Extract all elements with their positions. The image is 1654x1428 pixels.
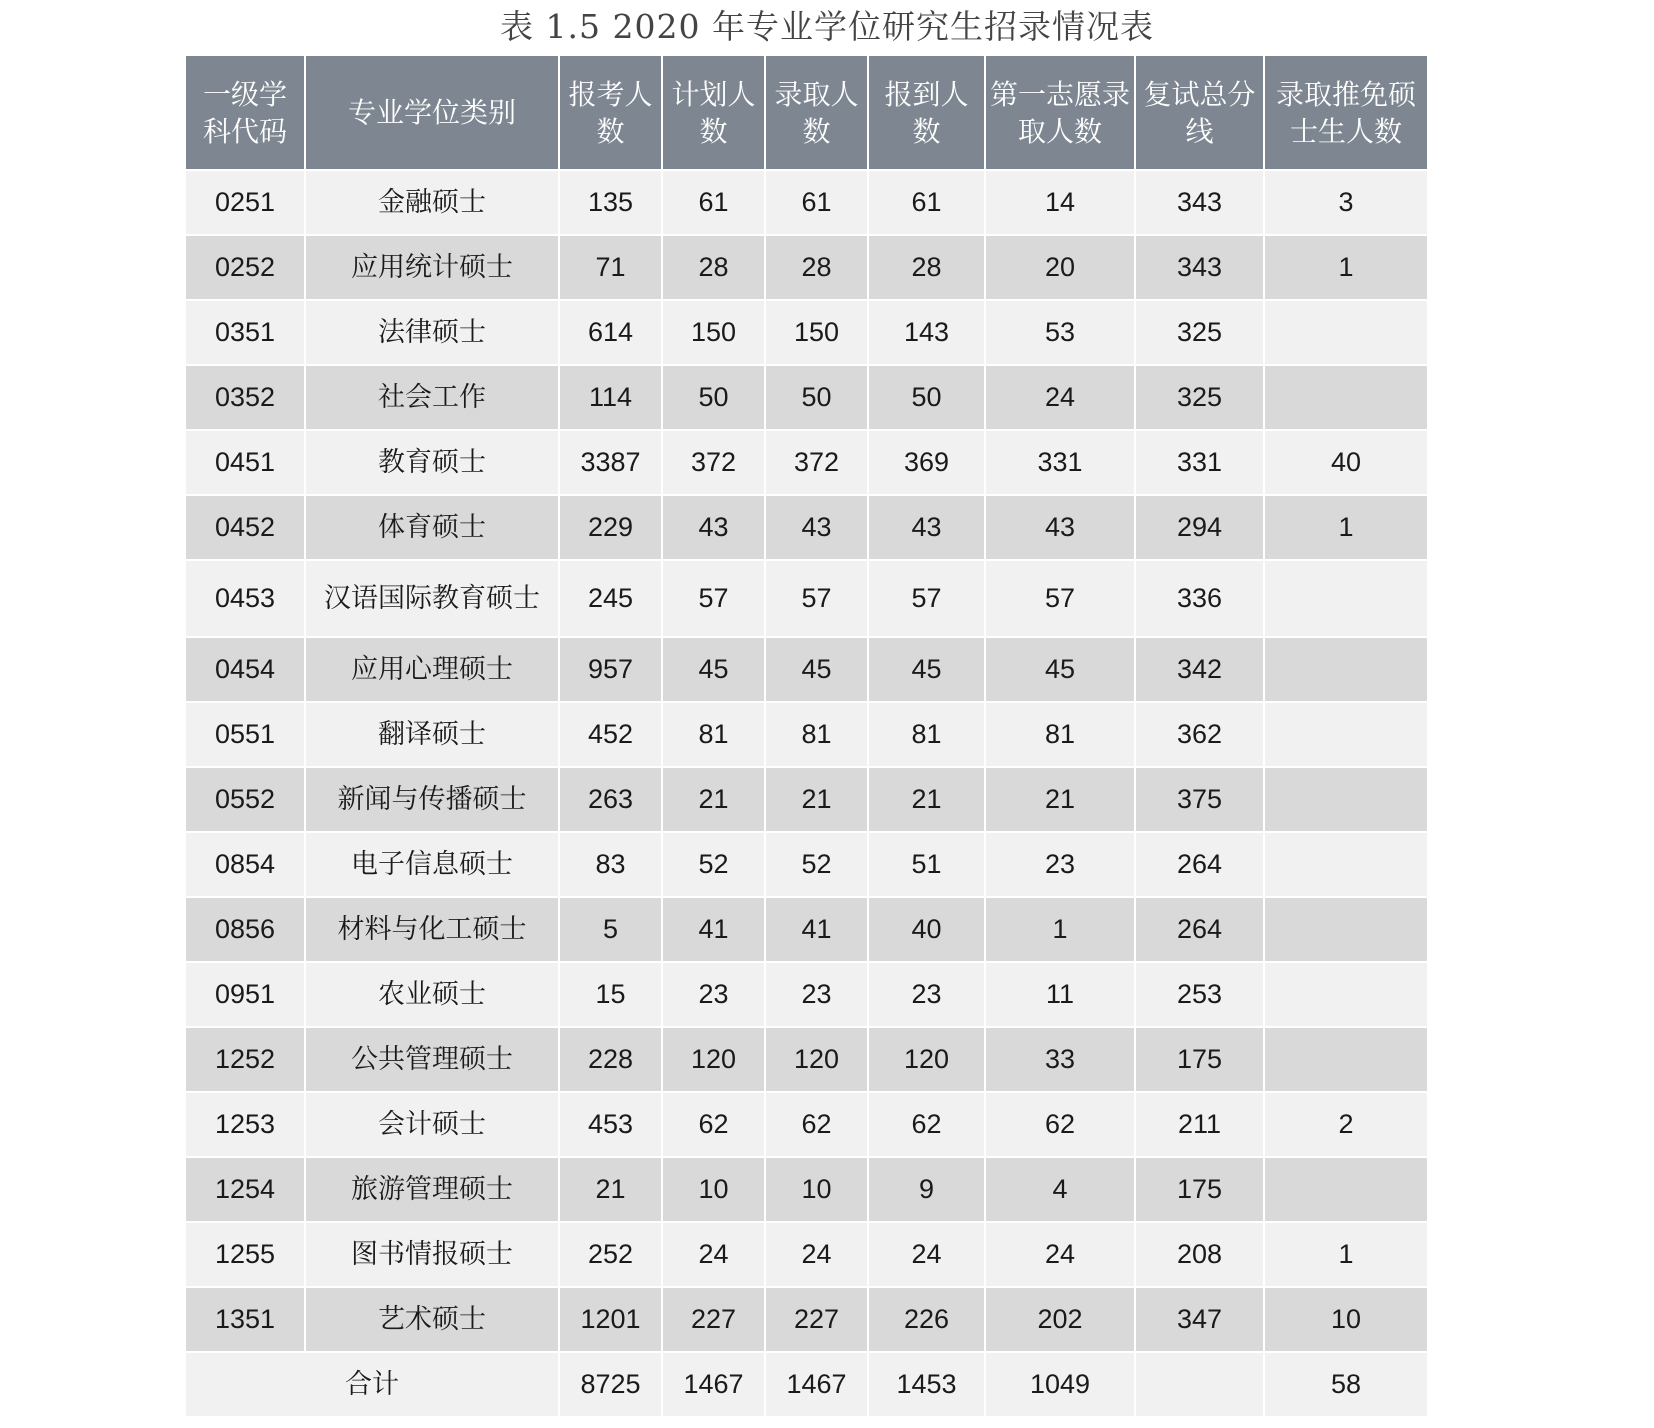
cell-planned: 24	[662, 1222, 765, 1287]
header-cutoff: 复试总分线	[1135, 55, 1264, 170]
cell-cutoff: 342	[1135, 637, 1264, 702]
cell-enrolled: 226	[868, 1287, 985, 1352]
cell-enrolled: 61	[868, 170, 985, 235]
cell-code: 0454	[185, 637, 305, 702]
total-label: 合计	[185, 1352, 559, 1417]
table-row	[185, 430, 1428, 495]
cell-cutoff: 175	[1135, 1027, 1264, 1092]
cell-code: 0351	[185, 300, 305, 365]
cell-enrolled: 43	[868, 495, 985, 560]
cell-cutoff: 375	[1135, 767, 1264, 832]
cell-code: 1254	[185, 1157, 305, 1222]
cell-recommended: 2	[1264, 1092, 1428, 1157]
table-row	[185, 962, 1428, 1027]
cell-recommended	[1264, 962, 1428, 1027]
header-recommended: 录取推免硕士生人数	[1264, 55, 1428, 170]
cell-admitted: 52	[765, 832, 868, 897]
cell-cutoff: 208	[1135, 1222, 1264, 1287]
cell-applicants: 114	[559, 365, 662, 430]
cell-planned: 52	[662, 832, 765, 897]
cell-planned: 21	[662, 767, 765, 832]
cell-category: 应用统计硕士	[305, 235, 559, 300]
cell-first-choice: 11	[985, 962, 1135, 1027]
table-row	[185, 1287, 1428, 1352]
cell-enrolled: 369	[868, 430, 985, 495]
cell-category: 公共管理硕士	[305, 1027, 559, 1092]
table-row	[185, 235, 1428, 300]
cell-category: 旅游管理硕士	[305, 1157, 559, 1222]
cell-first-choice: 23	[985, 832, 1135, 897]
cell-code: 1252	[185, 1027, 305, 1092]
cell-admitted: 43	[765, 495, 868, 560]
cell-planned: 43	[662, 495, 765, 560]
cell-cutoff: 362	[1135, 702, 1264, 767]
cell-enrolled: 45	[868, 637, 985, 702]
cell-enrolled: 120	[868, 1027, 985, 1092]
cell-admitted: 150	[765, 300, 868, 365]
cell-recommended	[1264, 702, 1428, 767]
cell-applicants: 5	[559, 897, 662, 962]
cell-code: 0453	[185, 560, 305, 637]
table-body	[185, 170, 1428, 1417]
cell-category: 汉语国际教育硕士	[305, 560, 559, 637]
cell-code: 0551	[185, 702, 305, 767]
cell-category: 金融硕士	[305, 170, 559, 235]
cell-cutoff: 264	[1135, 832, 1264, 897]
cell-recommended: 1	[1264, 495, 1428, 560]
cell-first-choice: 14	[985, 170, 1135, 235]
cell-cutoff: 211	[1135, 1092, 1264, 1157]
cell-category: 社会工作	[305, 365, 559, 430]
cell-planned: 41	[662, 897, 765, 962]
cell-cutoff: 325	[1135, 300, 1264, 365]
cell-enrolled: 23	[868, 962, 985, 1027]
cell-admitted: 57	[765, 560, 868, 637]
cell-code: 0251	[185, 170, 305, 235]
cell-admitted: 81	[765, 702, 868, 767]
table-row	[185, 1157, 1428, 1222]
total-enrolled: 1453	[868, 1352, 985, 1417]
cell-first-choice: 43	[985, 495, 1135, 560]
cell-admitted: 120	[765, 1027, 868, 1092]
cell-admitted: 227	[765, 1287, 868, 1352]
cell-planned: 81	[662, 702, 765, 767]
cell-cutoff: 331	[1135, 430, 1264, 495]
cell-category: 体育硕士	[305, 495, 559, 560]
cell-code: 0252	[185, 235, 305, 300]
cell-enrolled: 62	[868, 1092, 985, 1157]
cell-recommended	[1264, 560, 1428, 637]
cell-enrolled: 28	[868, 235, 985, 300]
cell-recommended: 3	[1264, 170, 1428, 235]
cell-planned: 61	[662, 170, 765, 235]
cell-planned: 28	[662, 235, 765, 300]
cell-code: 0452	[185, 495, 305, 560]
cell-category: 应用心理硕士	[305, 637, 559, 702]
cell-recommended: 40	[1264, 430, 1428, 495]
cell-applicants: 614	[559, 300, 662, 365]
cell-enrolled: 51	[868, 832, 985, 897]
cell-planned: 150	[662, 300, 765, 365]
cell-applicants: 957	[559, 637, 662, 702]
cell-category: 翻译硕士	[305, 702, 559, 767]
table-row	[185, 637, 1428, 702]
cell-first-choice: 202	[985, 1287, 1135, 1352]
table-row	[185, 300, 1428, 365]
cell-admitted: 41	[765, 897, 868, 962]
cell-cutoff: 347	[1135, 1287, 1264, 1352]
cell-planned: 50	[662, 365, 765, 430]
table-row	[185, 897, 1428, 962]
cell-admitted: 28	[765, 235, 868, 300]
header-row	[185, 55, 1428, 170]
cell-planned: 23	[662, 962, 765, 1027]
cell-recommended: 1	[1264, 1222, 1428, 1287]
cell-cutoff: 253	[1135, 962, 1264, 1027]
cell-category: 材料与化工硕士	[305, 897, 559, 962]
cell-applicants: 135	[559, 170, 662, 235]
cell-code: 0854	[185, 832, 305, 897]
cell-planned: 372	[662, 430, 765, 495]
table-row	[185, 1092, 1428, 1157]
cell-recommended	[1264, 767, 1428, 832]
cell-first-choice: 20	[985, 235, 1135, 300]
cell-applicants: 21	[559, 1157, 662, 1222]
cell-applicants: 83	[559, 832, 662, 897]
cell-applicants: 252	[559, 1222, 662, 1287]
cell-code: 1253	[185, 1092, 305, 1157]
table-row	[185, 767, 1428, 832]
cell-enrolled: 40	[868, 897, 985, 962]
cell-cutoff: 343	[1135, 235, 1264, 300]
cell-admitted: 10	[765, 1157, 868, 1222]
cell-recommended	[1264, 1027, 1428, 1092]
cell-code: 1351	[185, 1287, 305, 1352]
cell-admitted: 61	[765, 170, 868, 235]
cell-first-choice: 45	[985, 637, 1135, 702]
total-row	[185, 1352, 1428, 1417]
cell-admitted: 24	[765, 1222, 868, 1287]
header-planned: 计划人数	[662, 55, 765, 170]
total-admitted: 1467	[765, 1352, 868, 1417]
cell-enrolled: 81	[868, 702, 985, 767]
cell-cutoff: 264	[1135, 897, 1264, 962]
table-row	[185, 495, 1428, 560]
total-planned: 1467	[662, 1352, 765, 1417]
cell-admitted: 23	[765, 962, 868, 1027]
cell-category: 电子信息硕士	[305, 832, 559, 897]
cell-applicants: 263	[559, 767, 662, 832]
cell-planned: 62	[662, 1092, 765, 1157]
cell-applicants: 15	[559, 962, 662, 1027]
cell-first-choice: 62	[985, 1092, 1135, 1157]
cell-applicants: 245	[559, 560, 662, 637]
cell-code: 1255	[185, 1222, 305, 1287]
cell-enrolled: 21	[868, 767, 985, 832]
cell-code: 0451	[185, 430, 305, 495]
cell-enrolled: 50	[868, 365, 985, 430]
cell-category: 艺术硕士	[305, 1287, 559, 1352]
cell-planned: 10	[662, 1157, 765, 1222]
cell-recommended	[1264, 365, 1428, 430]
cell-applicants: 71	[559, 235, 662, 300]
cell-cutoff: 325	[1135, 365, 1264, 430]
cell-enrolled: 57	[868, 560, 985, 637]
cell-planned: 57	[662, 560, 765, 637]
cell-recommended	[1264, 897, 1428, 962]
cell-cutoff: 336	[1135, 560, 1264, 637]
cell-applicants: 452	[559, 702, 662, 767]
cell-category: 新闻与传播硕士	[305, 767, 559, 832]
cell-enrolled: 9	[868, 1157, 985, 1222]
cell-first-choice: 24	[985, 365, 1135, 430]
cell-enrolled: 143	[868, 300, 985, 365]
cell-recommended	[1264, 300, 1428, 365]
cell-admitted: 62	[765, 1092, 868, 1157]
table-row	[185, 170, 1428, 235]
cell-applicants: 228	[559, 1027, 662, 1092]
cell-planned: 120	[662, 1027, 765, 1092]
table-row	[185, 1027, 1428, 1092]
cell-recommended	[1264, 1157, 1428, 1222]
cell-code: 0951	[185, 962, 305, 1027]
cell-first-choice: 1	[985, 897, 1135, 962]
cell-applicants: 1201	[559, 1287, 662, 1352]
cell-category: 教育硕士	[305, 430, 559, 495]
cell-recommended	[1264, 637, 1428, 702]
table-row	[185, 560, 1428, 637]
cell-admitted: 45	[765, 637, 868, 702]
cell-applicants: 3387	[559, 430, 662, 495]
cell-recommended: 10	[1264, 1287, 1428, 1352]
cell-planned: 227	[662, 1287, 765, 1352]
header-category: 专业学位类别	[305, 55, 559, 170]
cell-first-choice: 33	[985, 1027, 1135, 1092]
admission-table	[184, 54, 1429, 1418]
cell-first-choice: 24	[985, 1222, 1135, 1287]
cell-cutoff: 175	[1135, 1157, 1264, 1222]
cell-admitted: 21	[765, 767, 868, 832]
cell-first-choice: 21	[985, 767, 1135, 832]
cell-admitted: 372	[765, 430, 868, 495]
cell-applicants: 229	[559, 495, 662, 560]
header-code: 一级学科代码	[185, 55, 305, 170]
cell-category: 会计硕士	[305, 1092, 559, 1157]
total-first-choice: 1049	[985, 1352, 1135, 1417]
table-row	[185, 832, 1428, 897]
cell-code: 0856	[185, 897, 305, 962]
total-applicants: 8725	[559, 1352, 662, 1417]
table-row	[185, 1222, 1428, 1287]
header-first-choice: 第一志愿录取人数	[985, 55, 1135, 170]
header-applicants: 报考人数	[559, 55, 662, 170]
cell-first-choice: 331	[985, 430, 1135, 495]
cell-cutoff: 343	[1135, 170, 1264, 235]
cell-code: 0352	[185, 365, 305, 430]
table-title: 表 1.5 2020 年专业学位研究生招录情况表	[500, 7, 1154, 46]
cell-first-choice: 81	[985, 702, 1135, 767]
cell-recommended: 1	[1264, 235, 1428, 300]
cell-applicants: 453	[559, 1092, 662, 1157]
cell-admitted: 50	[765, 365, 868, 430]
total-cutoff	[1135, 1352, 1264, 1417]
total-recommended: 58	[1264, 1352, 1428, 1417]
cell-cutoff: 294	[1135, 495, 1264, 560]
cell-category: 法律硕士	[305, 300, 559, 365]
cell-first-choice: 53	[985, 300, 1135, 365]
cell-recommended	[1264, 832, 1428, 897]
cell-code: 0552	[185, 767, 305, 832]
cell-category: 图书情报硕士	[305, 1222, 559, 1287]
table-row	[185, 365, 1428, 430]
cell-first-choice: 4	[985, 1157, 1135, 1222]
cell-enrolled: 24	[868, 1222, 985, 1287]
table-row	[185, 702, 1428, 767]
cell-first-choice: 57	[985, 560, 1135, 637]
header-enrolled: 报到人数	[868, 55, 985, 170]
cell-planned: 45	[662, 637, 765, 702]
header-admitted: 录取人数	[765, 55, 868, 170]
cell-category: 农业硕士	[305, 962, 559, 1027]
